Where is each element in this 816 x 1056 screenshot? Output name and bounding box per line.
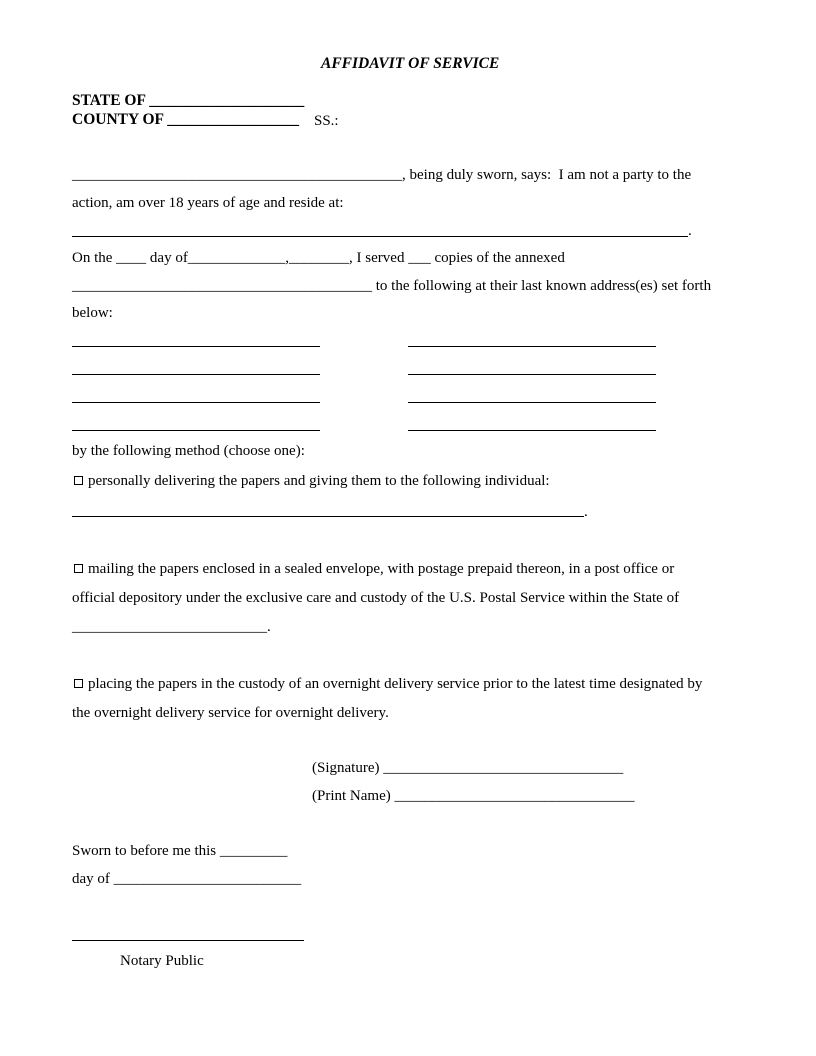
option-personal-label: personally delivering the papers and giving them to the following individual: (88, 473, 550, 489)
sworn-statement-line-2: action, am over 18 years of age and reside at: (72, 195, 344, 211)
document-title: AFFIDAVIT OF SERVICE (321, 55, 500, 72)
sworn-before-field[interactable]: Sworn to before me this _________ (72, 843, 288, 859)
notary-signature-line[interactable] (72, 940, 304, 941)
address-line-right-1[interactable] (408, 346, 656, 347)
mail-state-field[interactable]: __________________________. (72, 619, 271, 635)
address-line-right-4[interactable] (408, 430, 656, 431)
option-overnight (72, 675, 702, 693)
individual-name-line[interactable] (72, 516, 584, 517)
option-mail-label-1: mailing the papers enclosed in a sealed envelope, with postage prepaid thereon, in a post office or (88, 561, 675, 577)
checkbox-personal[interactable] (74, 476, 83, 485)
method-heading: by the following method (choose one): (72, 443, 305, 459)
print-name-field[interactable]: (Print Name) ________________________________ (312, 788, 635, 804)
state-field[interactable]: STATE OF ____________________ (72, 92, 305, 109)
individual-name-period: . (584, 504, 588, 520)
address-line-right-2[interactable] (408, 374, 656, 375)
below-label: below: (72, 305, 113, 321)
option-mail (72, 560, 674, 578)
address-line-left-4[interactable] (72, 430, 320, 431)
notary-public-label: Notary Public (120, 953, 204, 969)
address-line-left-3[interactable] (72, 402, 320, 403)
address-line-left-2[interactable] (72, 374, 320, 375)
address-line-right-3[interactable] (408, 402, 656, 403)
ss-label: SS.: (314, 113, 339, 129)
annexed-documents-line: ________________________________________ to the following at their last known address(es) set forth (72, 278, 712, 294)
service-date-line: On the ____ day of_____________,________, I served ___ copies of the annexed (72, 250, 565, 266)
checkbox-mail[interactable] (74, 564, 83, 573)
option-overnight-label-1: placing the papers in the custody of an overnight delivery service prior to the latest time designated by (88, 676, 703, 692)
option-overnight-label-2: the overnight delivery service for overnight delivery. (72, 705, 389, 721)
signature-field[interactable]: (Signature) ________________________________ (312, 760, 624, 776)
residence-address-period: . (688, 223, 692, 239)
address-line-left-1[interactable] (72, 346, 320, 347)
county-field[interactable]: COUNTY OF _________________ (72, 111, 300, 128)
sworn-statement-line-1: ____________________________________________, being duly sworn, says: I am not a party to the (72, 167, 692, 183)
residence-address-line[interactable] (72, 236, 688, 237)
checkbox-overnight[interactable] (74, 679, 83, 688)
option-mail-label-2: official depository under the exclusive care and custody of the U.S. Postal Service within the State of (72, 590, 680, 606)
option-personal (72, 472, 550, 490)
day-of-field[interactable]: day of _________________________ (72, 871, 302, 887)
